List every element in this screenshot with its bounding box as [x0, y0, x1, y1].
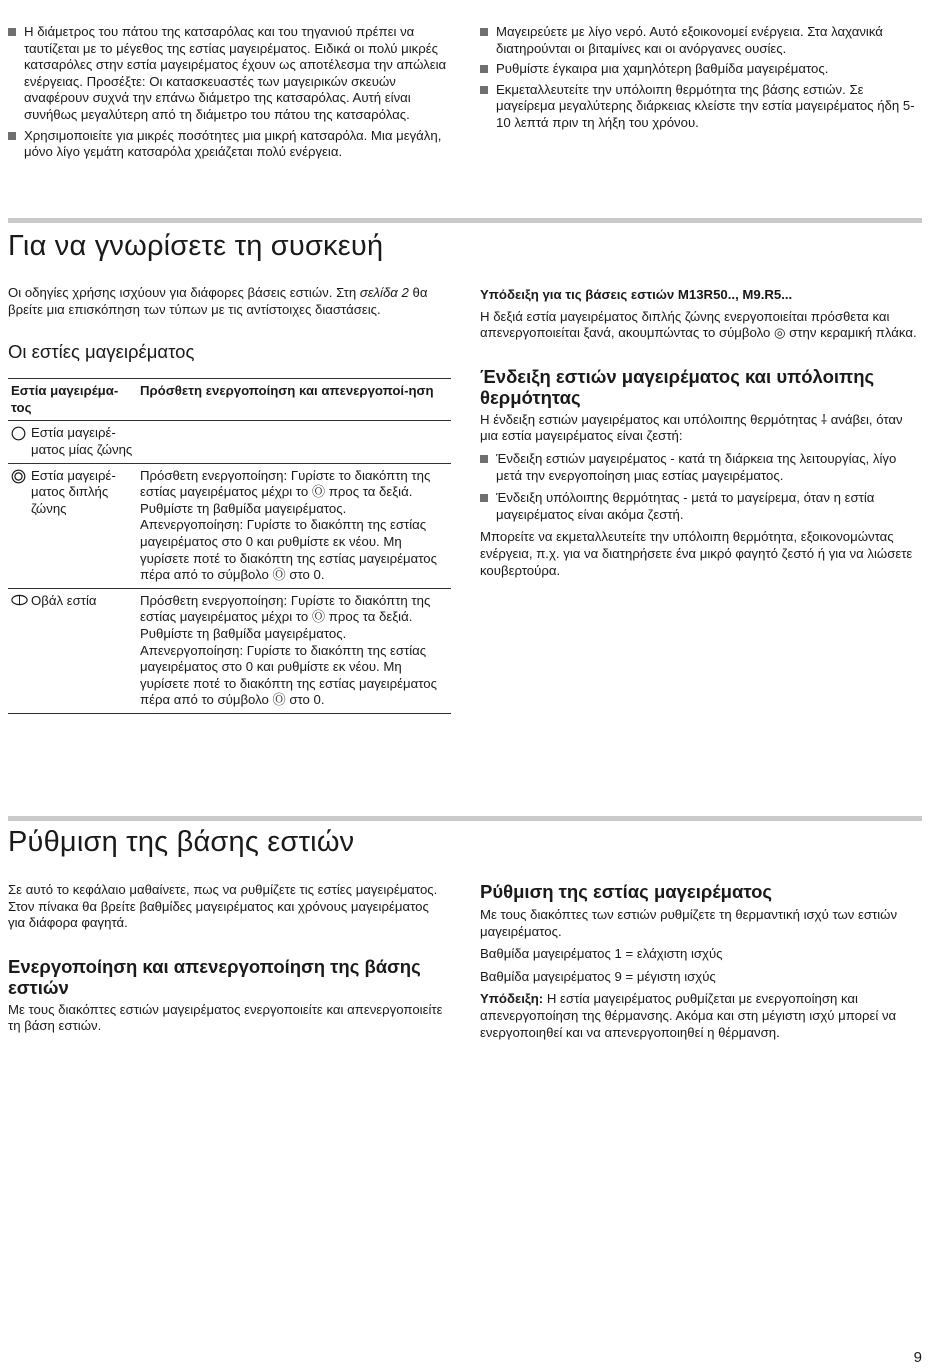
residual-intro: Η ένδειξη εστιών μαγειρέματος και υπόλοιπης θερμότητας ⸸ ανάβει, όταν μια εστία μαγειρέματος είναι ζεστή: — [480, 411, 903, 444]
subsection-title: Ένδειξη εστιών μαγειρέματος και υπόλοιπης θερμότητας — [480, 365, 875, 408]
section1-left-column — [8, 285, 451, 714]
zone-name: Οβάλ εστία — [31, 592, 97, 608]
set-text: Με τους διακόπτες των εστιών ρυθμίζετε τη θερμαντική ισχύ των εστιών μαγειρέματος. — [480, 907, 898, 939]
table-header-cell: Πρόσθετη ενεργοποίηση και απενεργοποί-ηση — [137, 379, 451, 421]
list-item — [8, 128, 448, 161]
list-item — [480, 490, 920, 523]
hint-title: Υπόδειξη για τις βάσεις εστιών M13R50.., M9.R5... — [480, 287, 793, 302]
table-header-cell: Εστία μαγειρέμα-τος — [8, 379, 137, 421]
subsection-title: Ενεργοποίηση και απενεργοποίηση της βάσης εστιών — [8, 955, 421, 998]
cooking-zones-table — [8, 378, 451, 714]
bullet-square-icon — [480, 28, 488, 36]
list-item-text: Μαγειρεύετε με λίγο νερό. Αυτό εξοικονομεί ενέργεια. Στα λαχανικά διατηρούνται οι βιταμίνες και οι ανόργανες ουσίες. — [496, 24, 883, 56]
section-title: Για να γνωρίσετε τη συσκευή — [8, 230, 384, 262]
list-item — [480, 451, 920, 484]
page-number: 9 — [913, 1349, 922, 1366]
table-cell — [8, 463, 137, 588]
intro-right-column — [480, 24, 920, 132]
list-item — [480, 82, 920, 132]
section-divider — [8, 816, 922, 821]
section-title: Ρύθμιση της βάσης εστιών — [8, 826, 355, 858]
single-zone-icon — [11, 425, 31, 458]
level-max: Βαθμίδα μαγειρέματος 9 = μέγιστη ισχύς — [480, 968, 716, 984]
list-item-text: Ένδειξη εστιών μαγειρέματος - κατά τη διάρκεια της λειτουργίας, λίγο μετά την ενεργοποίηση μιας εστίας μαγειρέματος. — [496, 450, 897, 483]
bullet-square-icon — [480, 86, 488, 94]
section-divider — [8, 218, 922, 223]
level-min: Βαθμίδα μαγειρέματος 1 = ελάχιστη ισχύς — [480, 946, 723, 962]
bullet-square-icon — [8, 28, 16, 36]
table-cell — [8, 588, 137, 713]
table-row — [8, 588, 451, 713]
section-intro: Σε αυτό το κεφάλαιο μαθαίνετε, πως να ρυθμίζετε τις εστίες μαγειρέματος. Στον πίνακα θα βρείτε βαθμίδες μαγειρέματος και χρόνους μαγειρέματος για διάφορα φαγητά. — [8, 882, 438, 931]
bullet-square-icon — [480, 455, 488, 463]
table-row — [8, 421, 451, 463]
table-row — [8, 463, 451, 588]
onoff-text: Με τους διακόπτες εστιών μαγειρέματος ενεργοποιείτε και απενεργοποιείτε τη βάση εστιών. — [8, 1001, 443, 1034]
list-item-text: Ρυθμίστε έγκαιρα μια χαμηλότερη βαθμίδα μαγειρέματος. — [496, 61, 829, 77]
list-item-text: Η διάμετρος του πάτου της κατσαρόλας και του τηγανιού πρέπει να ταυτίζεται με το μέγεθος της εστίας μαγειρέματος. Ειδικά οι πολύ μικρές κατσαρόλες στην εστία μαγειρέματος έχουν ως αποτέλεσμα την απώλεια ενέργειας. Προσέξτε: Οι κατασκευαστές των μαγειρικών σκευών αναφέρουν συχνά την επάνω διάμετρο της κατσαρόλας. Αυτή είναι συνήθως μεγαλύτερη από τη διάμετρο του πάτου της κατσαρόλας. — [24, 24, 447, 122]
table-header-row — [8, 379, 451, 421]
zone-name: Εστία μαγειρέ-ματος μίας ζώνης — [31, 425, 133, 457]
section1-right-column — [480, 287, 920, 579]
section-intro: Οι οδηγίες χρήσης ισχύουν για διάφορες βάσεις εστιών. Στη σελίδα 2 θα βρείτε μια επισκόπηση των τύπων με τις αντίστοιχες διαστάσεις. — [8, 285, 428, 317]
list-item-text: Χρησιμοποιείτε για μικρές ποσότητες μια μικρή κατσαρόλα. Μια μεγάλη, μόνο λίγο γεμάτη κατσαρόλα χρειάζεται πολύ ενέργεια. — [24, 127, 442, 160]
list-item — [480, 61, 920, 78]
section2-right-column — [480, 881, 920, 1041]
list-item — [8, 24, 448, 124]
note-text: Η εστία μαγειρέματος ρυθμίζεται με ενεργοποίηση και απενεργοποίηση της θέρμανσης. Ακόμα και στη μέγιστη ισχύ μπορεί να ενεργοποιηθεί και να απενεργοποιηθεί η θέρμανση. — [480, 991, 897, 1040]
subsection-title: Ρύθμιση της εστίας μαγειρέματος — [480, 881, 772, 902]
hint-text: Η δεξιά εστία μαγειρέματος διπλής ζώνης ενεργοποιείται πρόσθετα και απενεργοποιείται ξανά, ακουμπώντας το σύμβολο ◎ στην κεραμική πλάκα. — [480, 308, 917, 341]
list-item-text: Εκμεταλλευτείτε την υπόλοιπη θερμότητα της βάσης εστιών. Σε μαγείρεμα μεγαλύτερης διάρκειας κλείστε την εστία μαγειρέματος ήδη 5-10 λεπτά πριν τη λήξη του χρόνου. — [496, 81, 915, 130]
note — [480, 991, 920, 1041]
page-reference: σελίδα 2 — [359, 285, 409, 300]
note-label: Υπόδειξη: — [480, 991, 544, 1007]
table-cell — [137, 421, 451, 463]
list-item — [480, 24, 920, 57]
bullet-square-icon — [480, 494, 488, 502]
zone-name: Εστία μαγειρέ-ματος διπλής ζώνης — [31, 467, 116, 516]
section2-left-column — [8, 882, 448, 1035]
bullet-square-icon — [480, 65, 488, 73]
table-cell: Πρόσθετη ενεργοποίηση: Γυρίστε το διακόπτη της εστίας μαγειρέματος μέχρι το Ⓞ προς τα δεξιά. Ρυθμίστε τη βαθμίδα μαγειρέματος. Απενεργοποίηση: Γυρίστε το διακόπτη της εστίας μαγειρέματος στο 0 και ρυθμίστε εκ νέου. Μη γυρίσετε ποτέ το διακόπτη της εστίας μαγειρέματος πέρα από το σύμβολο Ⓞ στο 0. — [137, 588, 451, 713]
table-cell: Πρόσθετη ενεργοποίηση: Γυρίστε το διακόπτη της εστίας μαγειρέματος μέχρι το Ⓞ προς τα δεξιά. Ρυθμίστε τη βαθμίδα μαγειρέματος. Απενεργοποίηση: Γυρίστε το διακόπτη της εστίας μαγειρέματος στο 0 και ρυθμίστε εκ νέου. Μη γυρίσετε ποτέ το διακόπτη της εστίας μαγειρέματος πέρα από το σύμβολο Ⓞ στο 0. — [137, 463, 451, 588]
intro-left-column — [8, 24, 448, 161]
dual-zone-icon — [11, 468, 31, 518]
bullet-square-icon — [8, 132, 16, 140]
residual-outro: Μπορείτε να εκμεταλλευτείτε την υπόλοιπη θερμότητα, εξοικονομώντας ενέργεια, π.χ. για να διατηρήσετε ένα μικρό φαγητό ζεστό ή για να λιώσετε κουβερτούρα. — [480, 529, 913, 578]
table-cell — [8, 421, 137, 463]
subsection-title: Οι εστίες μαγειρέματος — [8, 341, 195, 363]
oval-zone-icon — [11, 593, 31, 611]
list-item-text: Ένδειξη υπόλοιπης θερμότητας - μετά το μαγείρεμα, όταν η εστία μαγειρέματος είναι ακόμα ζεστή. — [496, 490, 875, 522]
